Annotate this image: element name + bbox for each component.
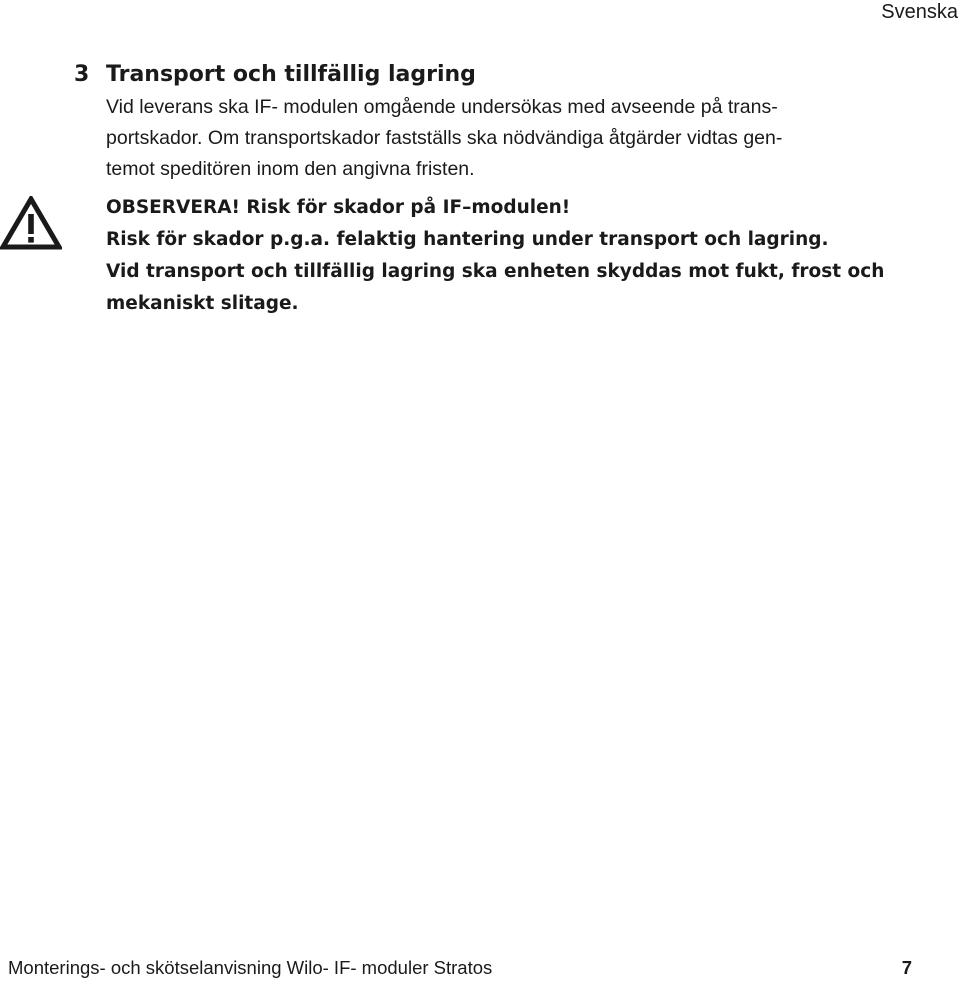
warning-line: Risk för skador p.g.a. felaktig hantering under transport och lagring. <box>106 229 829 250</box>
warning-triangle-icon <box>0 196 62 250</box>
warning-line: Vid transport och tillfällig lagring ska enheten skyddas mot fukt, frost och <box>106 261 885 282</box>
section-body <box>106 92 946 185</box>
header-language: Svenska <box>881 1 958 23</box>
warning-line: mekaniskt slitage. <box>106 293 299 314</box>
body-line: Vid leverans ska IF- modulen omgående undersökas med avseende på trans- <box>106 96 778 118</box>
footer-page-number: 7 <box>901 957 912 978</box>
warning-heading: OBSERVERA! Risk för skador på IF–modulen! <box>106 197 571 218</box>
section-number: 3 <box>74 62 90 87</box>
section-title: Transport och tillfällig lagring <box>106 62 476 87</box>
warning-block <box>106 192 956 320</box>
body-line: portskador. Om transportskador fastställs ska nödvändiga åtgärder vidtas gen- <box>106 127 783 149</box>
footer-document-title: Monterings- och skötselanvisning Wilo- IF- moduler Stratos <box>8 957 493 978</box>
section-heading <box>74 60 476 90</box>
body-line: temot speditören inom den angivna fristen. <box>106 158 475 180</box>
